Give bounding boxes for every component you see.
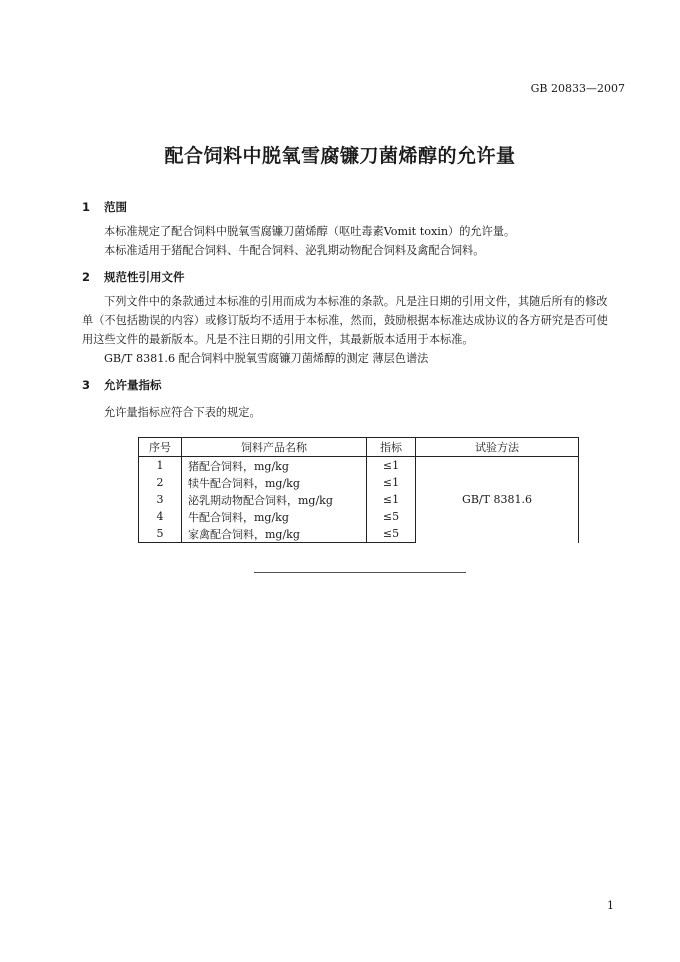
allowance-table xyxy=(138,437,579,543)
end-of-text-line xyxy=(254,572,466,573)
col-header-limit: 指标 xyxy=(367,438,416,457)
section-title: 允许量指标 xyxy=(104,378,162,392)
col-header-product: 饲料产品名称 xyxy=(182,438,367,457)
row-product: 家禽配合饲料，mg/kg xyxy=(182,525,367,543)
row-limit: ≤1 xyxy=(367,491,416,508)
row-product: 泌乳期动物配合饲料，mg/kg xyxy=(182,491,367,508)
table-row xyxy=(139,457,579,475)
standard-number: GB 20833—2007 xyxy=(530,82,625,95)
page-number: 1 xyxy=(607,899,614,912)
section-title: 范围 xyxy=(104,200,127,214)
col-header-no: 序号 xyxy=(139,438,182,457)
section-1-heading xyxy=(82,199,127,215)
section-2-paragraph-1: 下列文件中的条款通过本标准的引用而成为本标准的条款。凡是注日期的引用文件，其随后所有的修改单（不包括勘误的内容）或修订版均不适用于本标准，然而，鼓励根据本标准达成协议的各方研究是否可使用这些文件的最新版本。凡是不注日期的引用文件，其最新版本适用于本标准。 xyxy=(82,295,608,346)
section-2-heading xyxy=(82,269,185,285)
col-header-method: 试验方法 xyxy=(416,438,579,457)
section-title: 规范性引用文件 xyxy=(104,270,185,284)
row-no: 5 xyxy=(139,525,182,543)
row-product: 犊牛配合饲料，mg/kg xyxy=(182,474,367,491)
section-number: 1 xyxy=(82,200,91,214)
section-number: 3 xyxy=(82,378,91,392)
row-limit: ≤1 xyxy=(367,457,416,475)
table-header-row xyxy=(139,438,579,457)
row-no: 4 xyxy=(139,508,182,525)
row-product: 牛配合饲料，mg/kg xyxy=(182,508,367,525)
test-method-cell: GB/T 8381.6 xyxy=(416,457,579,543)
row-limit: ≤5 xyxy=(367,525,416,543)
section-3-heading xyxy=(82,377,162,393)
row-no: 1 xyxy=(139,457,182,475)
section-1-paragraph-1: 本标准规定了配合饲料中脱氧雪腐镰刀菌烯醇（呕吐毒素Vomit toxin）的允许量。 xyxy=(104,225,516,238)
section-number: 2 xyxy=(82,270,91,284)
document-title: 配合饲料中脱氧雪腐镰刀菌烯醇的允许量 xyxy=(164,145,516,167)
row-no: 2 xyxy=(139,474,182,491)
section-3-paragraph-1: 允许量指标应符合下表的规定。 xyxy=(104,406,261,419)
row-no: 3 xyxy=(139,491,182,508)
row-product: 猪配合饲料，mg/kg xyxy=(182,457,367,475)
section-1-paragraph-2: 本标准适用于猪配合饲料、牛配合饲料、泌乳期动物配合饲料及禽配合饲料。 xyxy=(104,244,485,257)
row-limit: ≤1 xyxy=(367,474,416,491)
section-2-reference: GB/T 8381.6 配合饲料中脱氧雪腐镰刀菌烯醇的测定 薄层色谱法 xyxy=(104,352,429,365)
row-limit: ≤5 xyxy=(367,508,416,525)
